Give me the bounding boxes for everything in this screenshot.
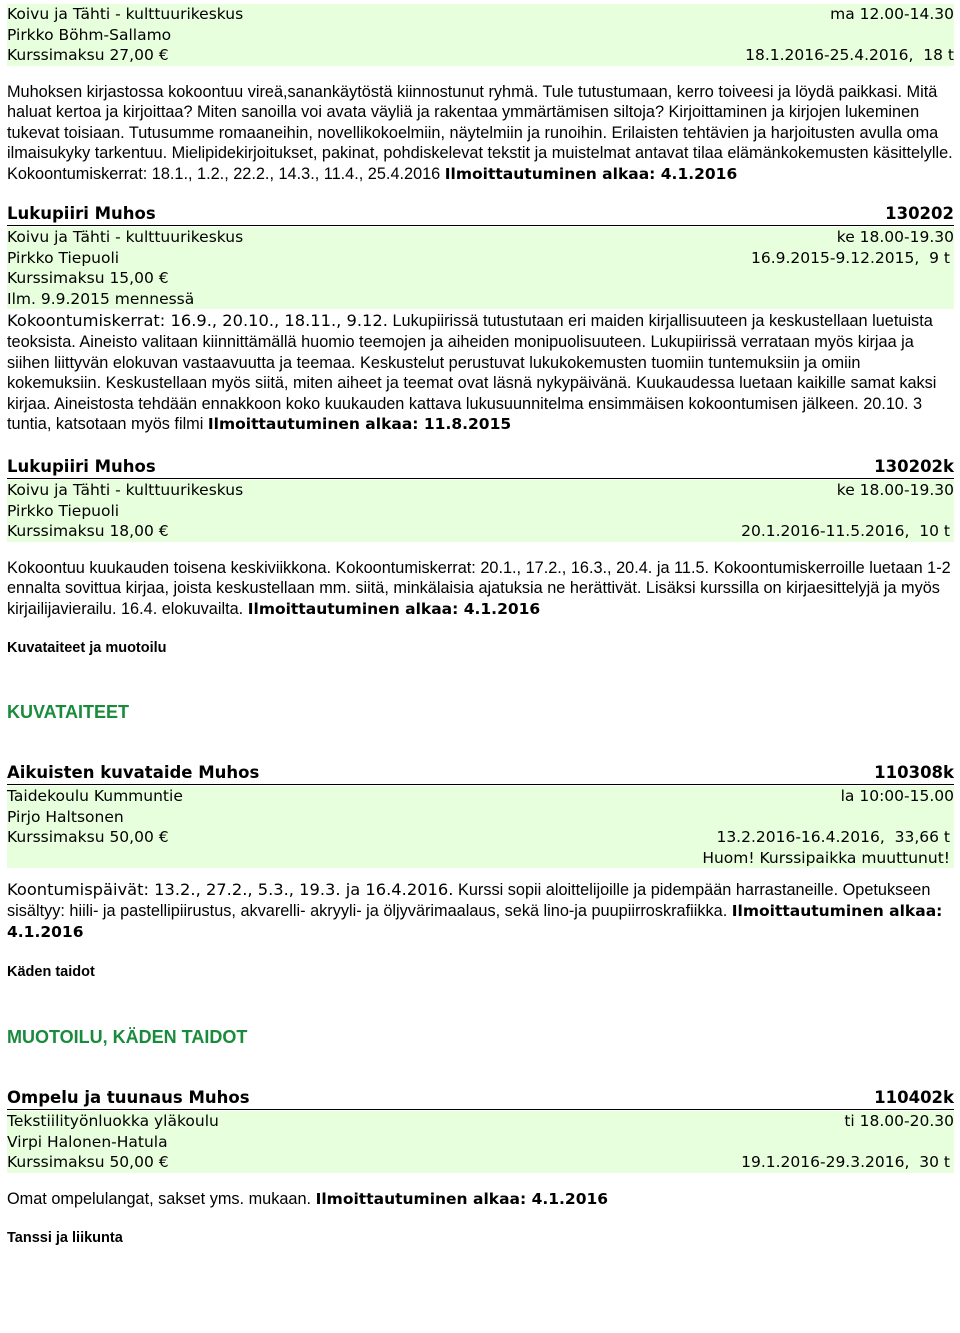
course-kirjoittajat (7, 4, 954, 184)
signup-text: Ilmoittautuminen alkaa: 4.1.2016 (315, 1189, 609, 1208)
note: Huom! Kurssipaikka muuttunut! (702, 848, 950, 867)
section-heading: KUVATAITEET (7, 702, 129, 723)
fee: Kurssimaksu 50,00 € (7, 828, 169, 847)
teacher: Pirkko Tiepuoli (7, 501, 120, 520)
course-code: 110308k (874, 763, 954, 783)
category-heading: Tanssi ja liikunta (7, 1230, 123, 1247)
dates: 19.1.2016-29.3.2016, 30 t (741, 1153, 950, 1172)
venue: Koivu ja Tähti - kulttuurikeskus (7, 5, 244, 23)
course-description: Koontumispäivät: 13.2., 27.2., 5.3., 19.3. ja 16.4.2016. Kurssi sopii aloittelijoille ja pidempään harrastaneille. Opetukseen sisältyy: hiili- ja pastellipiirustus, akvarelli- akryyli- ja öljyvärimaalaus, sekä lino-ja puupiirroskrafiikka. Ilmoittautuminen alkaa: 4.1.2016 (7, 880, 943, 941)
course-title: Lukupiiri Muhos (7, 457, 156, 477)
signup-text: Ilmoittautuminen alkaa: 4.1.2016 (444, 164, 738, 183)
fee: Kurssimaksu 15,00 € (7, 269, 169, 288)
section-heading: MUOTOILU, KÄDEN TAIDOT (7, 1027, 248, 1048)
meetings: Koontumispäivät: 13.2., 27.2., 5.3., 19.3. ja 16.4.2016. (7, 880, 454, 900)
signup-text: Ilmoittautuminen alkaa: 4.1.2016 (7, 901, 943, 941)
course-title: Ompelu ja tuunaus Muhos (7, 1088, 250, 1108)
course-info-box (7, 786, 954, 868)
euro-icon: € (158, 269, 169, 288)
category-heading: Kuvataiteet ja muotoilu (7, 640, 167, 657)
dates: 16.9.2015-9.12.2015, 9 t (750, 248, 950, 267)
fee: Kurssimaksu 27,00 € (7, 46, 169, 64)
teacher: Pirkko Tiepuoli (7, 248, 120, 267)
course-kuvataide (7, 762, 954, 942)
euro-icon: € (158, 828, 169, 847)
venue: Tekstiilityönluokka yläkoulu (7, 1112, 219, 1131)
teacher: Pirjo Haltsonen (7, 807, 124, 826)
teacher: Virpi Halonen-Hatula (7, 1132, 168, 1151)
course-header (7, 456, 954, 479)
dates: 18.1.2016-25.4.2016, 18 t (745, 46, 954, 64)
course-lukupiiri-2 (7, 456, 954, 619)
course-header (7, 762, 954, 785)
signup-text: Ilmoittautuminen alkaa: 11.8.2015 (207, 415, 512, 434)
time: ke 18.00-19.30 (836, 481, 954, 500)
course-ompelu (7, 1087, 954, 1209)
course-description: Muhoksen kirjastossa kokoontuu vireä,sanankäytöstä kiinnostunut ryhmä. Tule tutustumaan, kerro toiveesi ja löydä paikkasi. Mitä haluat kertoa ja kirjoittaa? Miten sanoilla voi avata väyliä ja rakentaa ymmärtämisen siltoja? Kirjoittaminen ja kirjojen lukeminen tukevat toisiaan. Tutusumme romaaneihin, novellikokoelmiin, näytelmiin ja runoihin. Erilaisten tehtävien ja harjoitusten avulla oma ilmaisukyky tarkentuu. Mielipidekirjoitukset, pakinat, pohdiskelevat tekstit ja muistelmat antavat tilaa elämänkokemusten käsittelylle. Kokoontumiskerrat: 18.1., 1.2., 22.2., 14.3., 11.4., 25.4.2016 Ilmoittautuminen alkaa: 4.1.2016 (7, 82, 953, 183)
time: ke 18.00-19.30 (836, 228, 954, 247)
course-info-box (7, 4, 954, 66)
course-lukupiiri-1 (7, 203, 954, 435)
fee: Kurssimaksu 18,00 € (7, 522, 169, 541)
teacher: Pirkko Böhm-Sallamo (7, 25, 172, 44)
venue: Koivu ja Tähti - kulttuurikeskus (7, 228, 244, 247)
page (7, 4, 954, 1248)
category-heading: Käden taidot (7, 964, 95, 981)
euro-icon: € (158, 46, 169, 64)
time: la 10:00-15.00 (840, 787, 954, 806)
fee: Kurssimaksu 50,00 € (7, 1153, 169, 1172)
course-description: Kokoontumiskerrat: 16.9., 20.10., 18.11., 9.12. Lukupiirissä tutustutaan eri maiden kirjallisuuteen ja keskustellaan luetuista teoksista. Aineisto valitaan kiinnittämällä huomio teemojen ja aiheiden monipuolisuuteen. Lukupiirissä verrataan myös kirjaa ja siihen liittyvän elokuvan vastaavuutta ja teemaa. Keskustelut perustuvat lukukokemusten tuomiin tuntemuksiin ja omiin kokemuksiin. Keskustellaan myös siitä, miten aiheet ja teemat ovat läsnä nykypäivänä. Kuukaudessa luetaan kaikille samat kaksi kirjaa. Aineistosta tehdään ennakkoon koko kuukauden kattava lukusuunnitelma ensimmäisen kokoontumisen jälkeen. 20.10. 3 tuntia, katsotaan myös filmi Ilmoittautuminen alkaa: 11.8.2015 (7, 311, 937, 434)
course-description: Omat ompelulangat, sakset yms. mukaan. Ilmoittautuminen alkaa: 4.1.2016 (7, 1189, 609, 1208)
course-code: 110402k (874, 1088, 954, 1108)
course-description: Kokoontuu kuukauden toisena keskiviikkona. Kokoontumiskerrat: 20.1., 17.2., 16.3., 20.4. ja 11.5. Kokoontumiskerroille luetaan 1-2 ennalta sovittua kirjaa, joista keskustellaan mm. siitä, minkälaisia ajatuksia ne herättivät. Lisäksi kurssilla on kirjaesittelyjä ja myös kirjailijavierailu. 16.4. elokuvailta. Ilmoittautuminen alkaa: 4.1.2016 (7, 558, 951, 618)
time: ma 12.00-14.30 (830, 5, 954, 23)
course-info-box (7, 480, 954, 542)
time: ti 18.00-20.30 (844, 1112, 954, 1131)
course-title: Lukupiiri Muhos (7, 204, 156, 224)
signup-text: Ilmoittautuminen alkaa: 4.1.2016 (247, 599, 541, 618)
course-header (7, 1087, 954, 1110)
venue: Koivu ja Tähti - kulttuurikeskus (7, 481, 244, 500)
deadline: Ilm. 9.9.2015 mennessä (7, 289, 195, 308)
course-header (7, 203, 954, 226)
course-info-box (7, 1111, 954, 1173)
meetings: Kokoontumiskerrat: 16.9., 20.10., 18.11., 9.12. (7, 311, 388, 331)
course-title: Aikuisten kuvataide Muhos (7, 763, 260, 783)
course-info-box (7, 227, 954, 309)
dates: 20.1.2016-11.5.2016, 10 t (741, 522, 950, 541)
venue: Taidekoulu Kummuntie (7, 787, 183, 806)
euro-icon: € (158, 1153, 169, 1172)
dates: 13.2.2016-16.4.2016, 33,66 t (716, 828, 950, 847)
course-code: 130202k (874, 457, 954, 477)
course-code: 130202 (885, 204, 954, 224)
euro-icon: € (158, 522, 169, 541)
